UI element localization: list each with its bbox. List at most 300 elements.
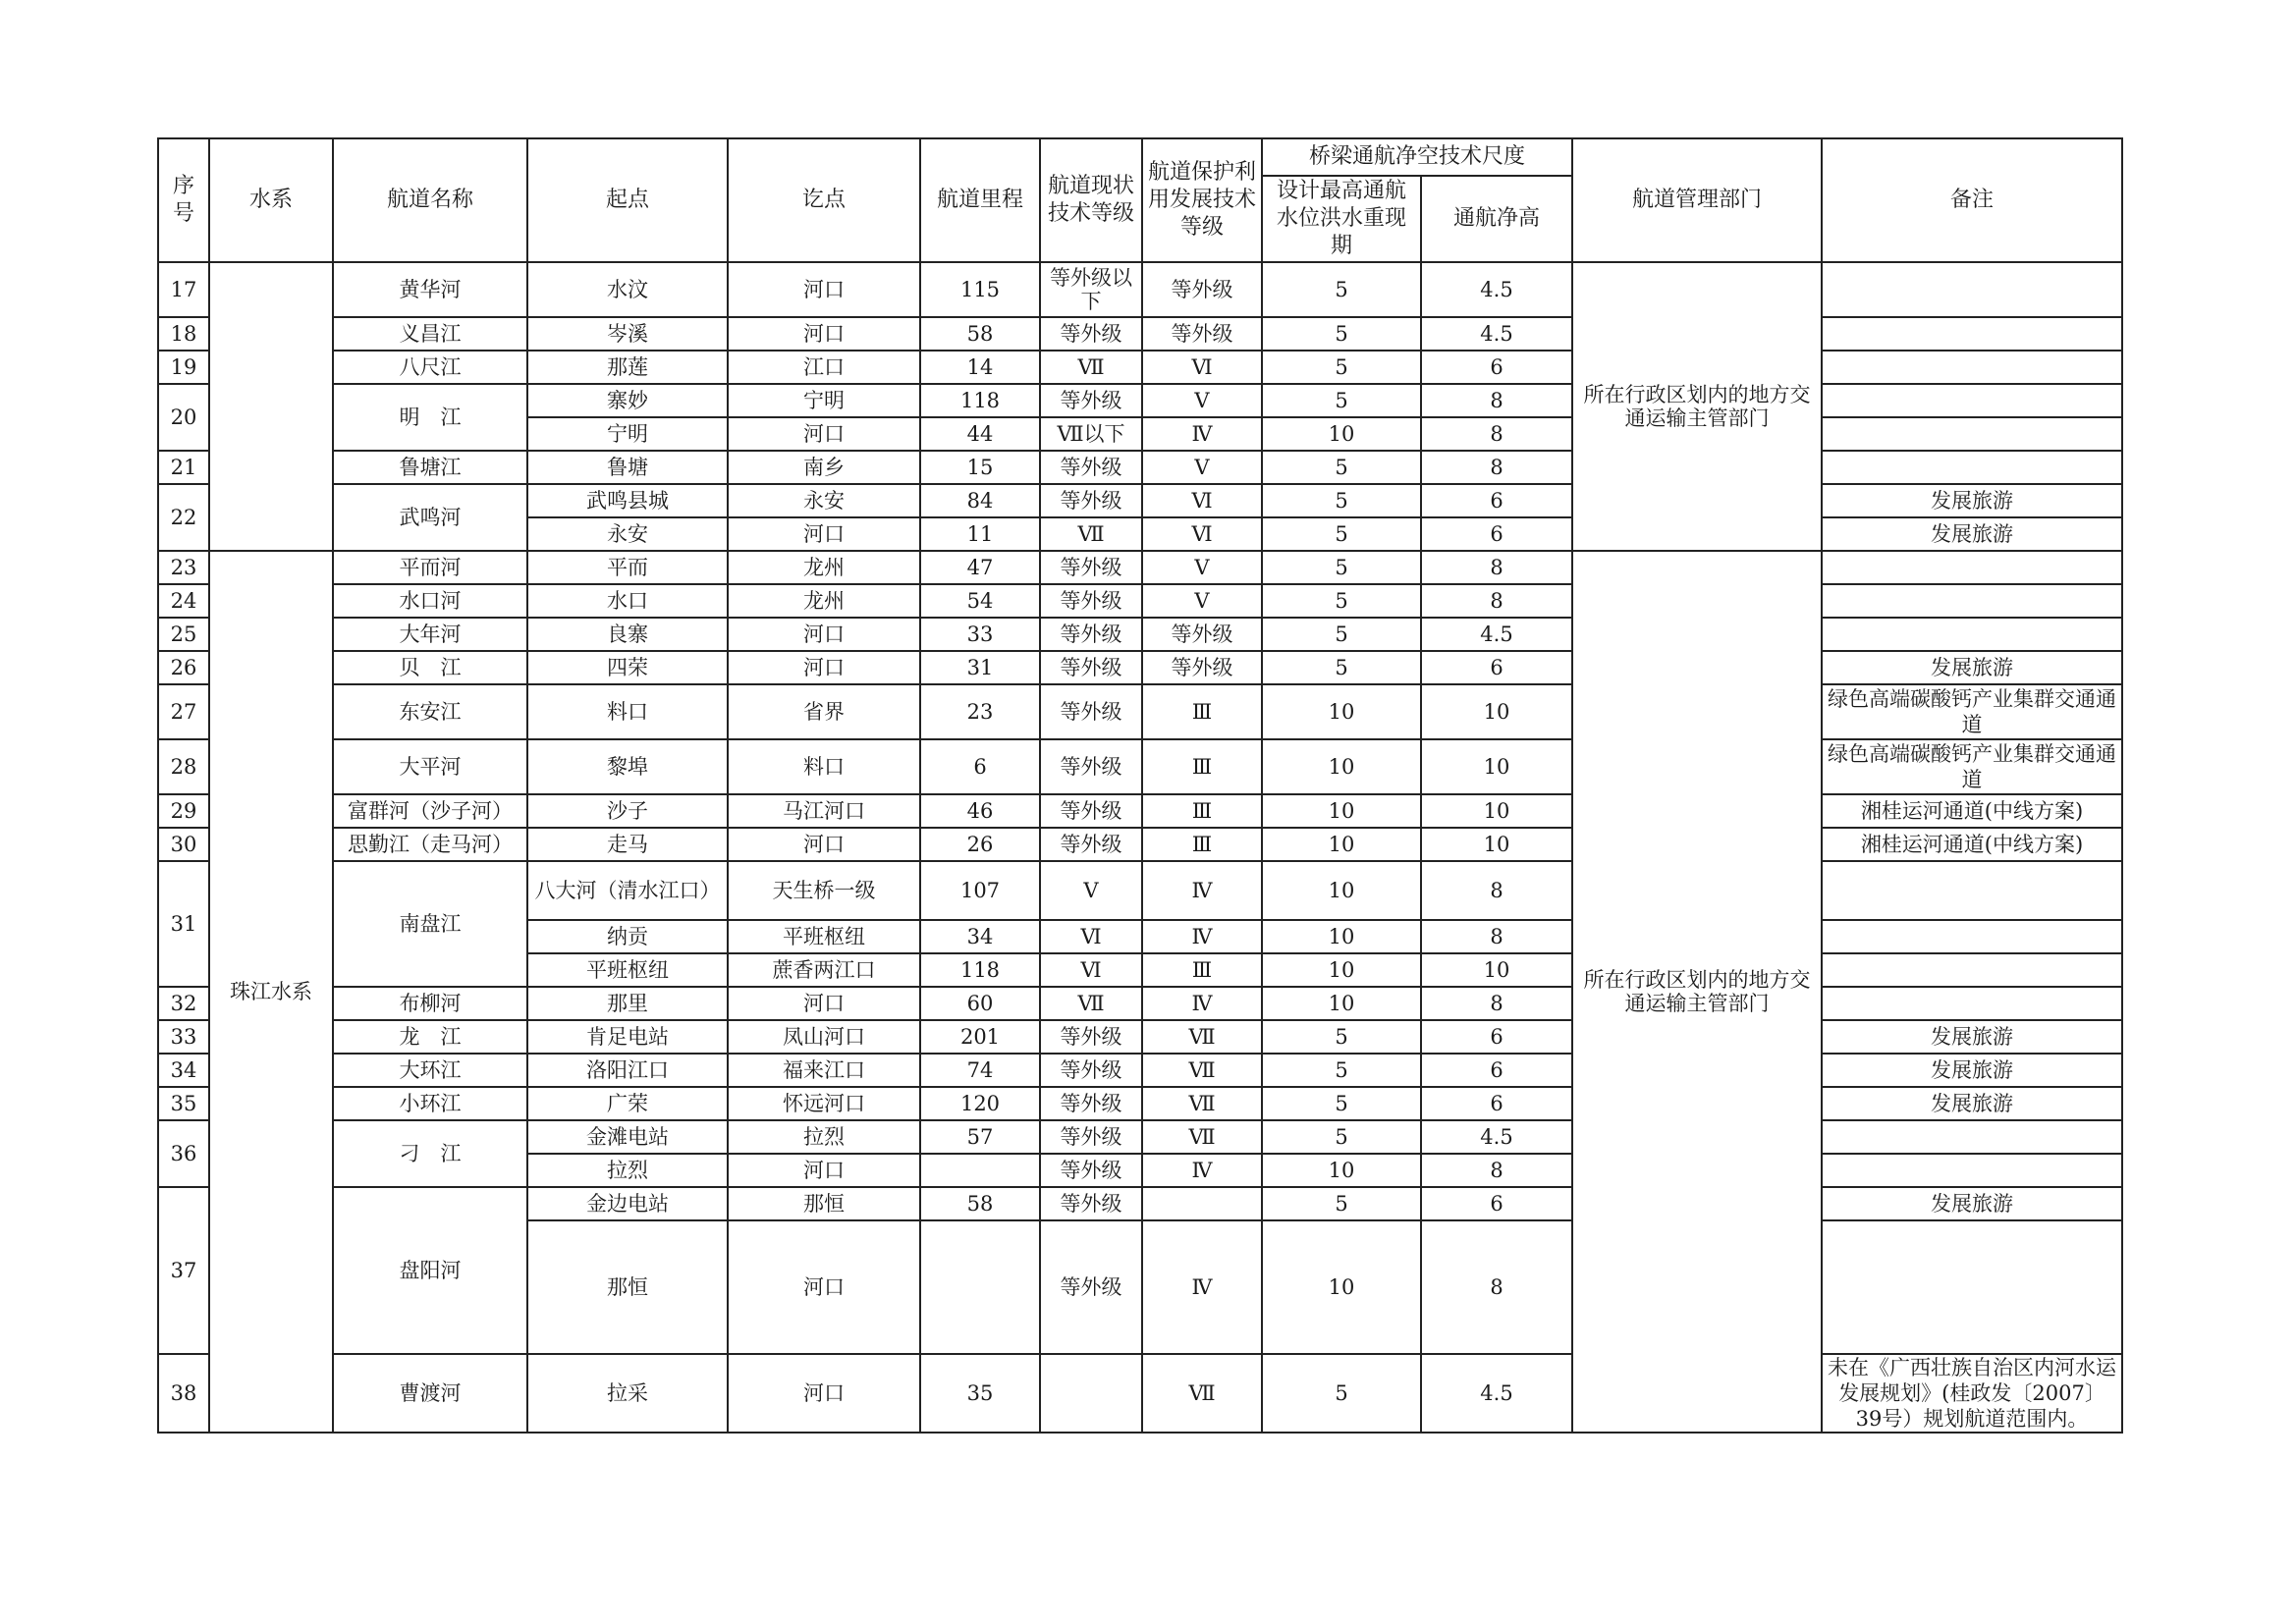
remark-cell: 发展旅游 [1822, 517, 2122, 551]
header-end-point: 讫点 [728, 138, 920, 262]
flood-period-cell: 10 [1262, 861, 1421, 920]
flood-period-cell: 10 [1262, 739, 1421, 794]
remark-cell: 发展旅游 [1822, 1054, 2122, 1087]
table-row [158, 739, 2122, 794]
seq-cell: 30 [158, 828, 209, 861]
table-row [158, 861, 2122, 920]
remark-cell [1822, 551, 2122, 584]
table-row [158, 1087, 2122, 1120]
table-row [158, 484, 2122, 517]
end-point-cell: 河口 [728, 987, 920, 1020]
planned-grade-cell: Ⅵ [1142, 351, 1262, 384]
start-point-cell: 寨妙 [527, 384, 728, 417]
planned-grade-cell: Ⅳ [1142, 861, 1262, 920]
remark-cell [1822, 920, 2122, 953]
remark-cell: 发展旅游 [1822, 484, 2122, 517]
clear-height-cell: 6 [1421, 1054, 1572, 1087]
header-clear-height: 通航净高 [1421, 176, 1572, 262]
remark-cell [1822, 1220, 2122, 1354]
planned-grade-cell: Ⅲ [1142, 794, 1262, 828]
current-grade-cell: Ⅵ [1040, 920, 1142, 953]
start-point-cell: 良寨 [527, 618, 728, 651]
current-grade-cell: 等外级 [1040, 1087, 1142, 1120]
clear-height-cell: 6 [1421, 1020, 1572, 1054]
seq-cell: 28 [158, 739, 209, 794]
mileage-cell [920, 1154, 1040, 1187]
mileage-cell: 47 [920, 551, 1040, 584]
clear-height-cell: 4.5 [1421, 1120, 1572, 1154]
flood-period-cell: 5 [1262, 1120, 1421, 1154]
clear-height-cell: 8 [1421, 1220, 1572, 1354]
start-point-cell: 岑溪 [527, 317, 728, 351]
flood-period-cell: 5 [1262, 484, 1421, 517]
channel-name-cell: 贝 江 [333, 651, 527, 684]
channel-name-cell: 南盘江 [333, 861, 527, 987]
remark-cell: 未在《广西壮族自治区内河水运发展规划》(桂政发〔2007〕39号）规划航道范围内。 [1822, 1354, 2122, 1433]
end-point-cell: 龙州 [728, 584, 920, 618]
start-point-cell: 纳贡 [527, 920, 728, 953]
clear-height-cell: 8 [1421, 1154, 1572, 1187]
start-point-cell: 金边电站 [527, 1187, 728, 1220]
mileage-cell: 57 [920, 1120, 1040, 1154]
table-row [158, 584, 2122, 618]
current-grade-cell: 等外级 [1040, 828, 1142, 861]
planned-grade-cell: Ⅴ [1142, 584, 1262, 618]
current-grade-cell: 等外级 [1040, 1054, 1142, 1087]
flood-period-cell: 10 [1262, 953, 1421, 987]
flood-period-cell: 5 [1262, 351, 1421, 384]
clear-height-cell: 8 [1421, 384, 1572, 417]
mileage-cell: 84 [920, 484, 1040, 517]
planned-grade-cell: Ⅳ [1142, 1220, 1262, 1354]
seq-cell: 37 [158, 1187, 209, 1354]
remark-cell: 发展旅游 [1822, 1020, 2122, 1054]
table-header [158, 138, 2122, 262]
flood-period-cell: 10 [1262, 684, 1421, 739]
channel-name-cell: 龙 江 [333, 1020, 527, 1054]
current-grade-cell: 等外级 [1040, 1120, 1142, 1154]
planned-grade-cell: Ⅶ [1142, 1087, 1262, 1120]
start-point-cell: 那里 [527, 987, 728, 1020]
end-point-cell: 河口 [728, 417, 920, 451]
header-channel-name: 航道名称 [333, 138, 527, 262]
planned-grade-cell: 等外级 [1142, 262, 1262, 317]
table-row [158, 384, 2122, 417]
current-grade-cell: Ⅶ [1040, 351, 1142, 384]
mileage-cell: 34 [920, 920, 1040, 953]
channel-name-cell: 黄华河 [333, 262, 527, 317]
planned-grade-cell: Ⅲ [1142, 684, 1262, 739]
clear-height-cell: 10 [1421, 739, 1572, 794]
flood-period-cell: 5 [1262, 1354, 1421, 1433]
end-point-cell: 天生桥一级 [728, 861, 920, 920]
mileage-cell: 120 [920, 1087, 1040, 1120]
current-grade-cell: 等外级 [1040, 551, 1142, 584]
seq-cell: 25 [158, 618, 209, 651]
header-remark: 备注 [1822, 138, 2122, 262]
clear-height-cell: 6 [1421, 651, 1572, 684]
clear-height-cell: 10 [1421, 684, 1572, 739]
mileage-cell: 46 [920, 794, 1040, 828]
clear-height-cell: 4.5 [1421, 1354, 1572, 1433]
remark-cell [1822, 584, 2122, 618]
management-department-cell: 所在行政区划内的地方交通运输主管部门 [1572, 551, 1822, 1433]
flood-period-cell: 5 [1262, 651, 1421, 684]
table-row [158, 551, 2122, 584]
current-grade-cell: 等外级 [1040, 1220, 1142, 1354]
table-row [158, 351, 2122, 384]
end-point-cell: 料口 [728, 739, 920, 794]
channel-name-cell: 鲁塘江 [333, 451, 527, 484]
remark-cell: 绿色高端碳酸钙产业集群交通通道 [1822, 684, 2122, 739]
remark-cell: 发展旅游 [1822, 651, 2122, 684]
remark-cell [1822, 417, 2122, 451]
end-point-cell: 平班枢纽 [728, 920, 920, 953]
channel-name-cell: 武鸣河 [333, 484, 527, 551]
flood-period-cell: 5 [1262, 317, 1421, 351]
mileage-cell: 54 [920, 584, 1040, 618]
planned-grade-cell: Ⅵ [1142, 484, 1262, 517]
clear-height-cell: 8 [1421, 551, 1572, 584]
seq-cell: 26 [158, 651, 209, 684]
planned-grade-cell: Ⅳ [1142, 987, 1262, 1020]
remark-cell [1822, 1154, 2122, 1187]
mileage-cell: 35 [920, 1354, 1040, 1433]
start-point-cell: 金滩电站 [527, 1120, 728, 1154]
clear-height-cell: 8 [1421, 987, 1572, 1020]
seq-cell: 36 [158, 1120, 209, 1187]
current-grade-cell: Ⅶ [1040, 987, 1142, 1020]
header-mileage: 航道里程 [920, 138, 1040, 262]
channel-name-cell: 盘阳河 [333, 1187, 527, 1354]
remark-cell: 发展旅游 [1822, 1187, 2122, 1220]
mileage-cell: 115 [920, 262, 1040, 317]
header-planned-grade: 航道保护利用发展技术等级 [1142, 138, 1262, 262]
end-point-cell: 河口 [728, 618, 920, 651]
seq-cell: 38 [158, 1354, 209, 1433]
table-row [158, 618, 2122, 651]
mileage-cell: 58 [920, 1187, 1040, 1220]
end-point-cell: 河口 [728, 1154, 920, 1187]
start-point-cell: 永安 [527, 517, 728, 551]
seq-cell: 23 [158, 551, 209, 584]
start-point-cell: 平班枢纽 [527, 953, 728, 987]
planned-grade-cell: Ⅴ [1142, 551, 1262, 584]
flood-period-cell: 5 [1262, 1020, 1421, 1054]
remark-cell: 发展旅游 [1822, 1087, 2122, 1120]
header-bridge-clearance-group: 桥梁通航净空技术尺度 [1262, 138, 1572, 176]
table-row [158, 1354, 2122, 1433]
flood-period-cell: 10 [1262, 1154, 1421, 1187]
current-grade-cell: 等外级 [1040, 618, 1142, 651]
seq-cell: 18 [158, 317, 209, 351]
current-grade-cell: 等外级 [1040, 1187, 1142, 1220]
channel-name-cell: 八尺江 [333, 351, 527, 384]
channel-table-sheet [157, 137, 2121, 1434]
planned-grade-cell: Ⅶ [1142, 1120, 1262, 1154]
mileage-cell: 201 [920, 1020, 1040, 1054]
remark-cell [1822, 618, 2122, 651]
current-grade-cell: 等外级 [1040, 739, 1142, 794]
flood-period-cell: 5 [1262, 584, 1421, 618]
end-point-cell: 河口 [728, 317, 920, 351]
start-point-cell: 八大河（清水江口） [527, 861, 728, 920]
channel-name-cell: 大环江 [333, 1054, 527, 1087]
end-point-cell: 拉烈 [728, 1120, 920, 1154]
remark-cell [1822, 317, 2122, 351]
seq-cell: 24 [158, 584, 209, 618]
mileage-cell: 15 [920, 451, 1040, 484]
seq-cell: 21 [158, 451, 209, 484]
seq-cell: 20 [158, 384, 209, 451]
current-grade-cell: Ⅶ以下 [1040, 417, 1142, 451]
start-point-cell: 那莲 [527, 351, 728, 384]
start-point-cell: 水汶 [527, 262, 728, 317]
end-point-cell: 永安 [728, 484, 920, 517]
planned-grade-cell: Ⅳ [1142, 920, 1262, 953]
flood-period-cell: 10 [1262, 920, 1421, 953]
flood-period-cell: 10 [1262, 417, 1421, 451]
clear-height-cell: 8 [1421, 451, 1572, 484]
current-grade-cell: 等外级 [1040, 451, 1142, 484]
clear-height-cell: 6 [1421, 484, 1572, 517]
table-row [158, 451, 2122, 484]
current-grade-cell: 等外级 [1040, 584, 1142, 618]
remark-cell [1822, 351, 2122, 384]
seq-cell: 34 [158, 1054, 209, 1087]
header-start-point: 起点 [527, 138, 728, 262]
start-point-cell: 广荣 [527, 1087, 728, 1120]
channel-name-cell: 大平河 [333, 739, 527, 794]
planned-grade-cell: 等外级 [1142, 651, 1262, 684]
start-point-cell: 拉烈 [527, 1154, 728, 1187]
table-row [158, 794, 2122, 828]
mileage-cell: 6 [920, 739, 1040, 794]
remark-cell [1822, 1120, 2122, 1154]
flood-period-cell: 10 [1262, 1220, 1421, 1354]
remark-cell: 湘桂运河通道(中线方案) [1822, 794, 2122, 828]
remark-cell: 湘桂运河通道(中线方案) [1822, 828, 2122, 861]
mileage-cell: 74 [920, 1054, 1040, 1087]
mileage-cell: 23 [920, 684, 1040, 739]
header-management-department: 航道管理部门 [1572, 138, 1822, 262]
flood-period-cell: 5 [1262, 1054, 1421, 1087]
clear-height-cell: 10 [1421, 794, 1572, 828]
mileage-cell: 14 [920, 351, 1040, 384]
channel-name-cell: 明 江 [333, 384, 527, 451]
waterway-table [157, 137, 2123, 1434]
mileage-cell: 31 [920, 651, 1040, 684]
start-point-cell: 水口 [527, 584, 728, 618]
start-point-cell: 走马 [527, 828, 728, 861]
end-point-cell: 江口 [728, 351, 920, 384]
table-row [158, 987, 2122, 1020]
seq-cell: 32 [158, 987, 209, 1020]
channel-name-cell: 富群河（沙子河） [333, 794, 527, 828]
end-point-cell: 福来江口 [728, 1054, 920, 1087]
flood-period-cell: 5 [1262, 551, 1421, 584]
current-grade-cell: 等外级 [1040, 651, 1142, 684]
planned-grade-cell: Ⅵ [1142, 517, 1262, 551]
current-grade-cell: 等外级 [1040, 794, 1142, 828]
seq-cell: 19 [158, 351, 209, 384]
channel-name-cell: 东安江 [333, 684, 527, 739]
header-water-system: 水系 [209, 138, 333, 262]
end-point-cell: 河口 [728, 262, 920, 317]
seq-cell: 31 [158, 861, 209, 987]
table-row [158, 684, 2122, 739]
end-point-cell: 河口 [728, 1220, 920, 1354]
mileage-cell: 44 [920, 417, 1040, 451]
start-point-cell: 那恒 [527, 1220, 728, 1354]
flood-period-cell: 5 [1262, 451, 1421, 484]
table-row [158, 651, 2122, 684]
clear-height-cell: 10 [1421, 953, 1572, 987]
channel-name-cell: 曹渡河 [333, 1354, 527, 1433]
table-row [158, 317, 2122, 351]
remark-cell [1822, 262, 2122, 317]
flood-period-cell: 5 [1262, 262, 1421, 317]
channel-name-cell: 大年河 [333, 618, 527, 651]
header-seq: 序号 [158, 138, 209, 262]
end-point-cell: 凤山河口 [728, 1020, 920, 1054]
clear-height-cell: 8 [1421, 417, 1572, 451]
start-point-cell: 宁明 [527, 417, 728, 451]
mileage-cell: 58 [920, 317, 1040, 351]
water-system-cell: 珠江水系 [209, 551, 333, 1433]
channel-name-cell: 刁 江 [333, 1120, 527, 1187]
remark-cell [1822, 451, 2122, 484]
current-grade-cell: 等外级 [1040, 317, 1142, 351]
table-row [158, 262, 2122, 317]
mileage-cell: 60 [920, 987, 1040, 1020]
mileage-cell: 118 [920, 953, 1040, 987]
planned-grade-cell: Ⅴ [1142, 384, 1262, 417]
planned-grade-cell: Ⅳ [1142, 417, 1262, 451]
planned-grade-cell: Ⅳ [1142, 1154, 1262, 1187]
start-point-cell: 拉采 [527, 1354, 728, 1433]
end-point-cell: 南乡 [728, 451, 920, 484]
current-grade-cell [1040, 1354, 1142, 1433]
flood-period-cell: 5 [1262, 618, 1421, 651]
clear-height-cell: 8 [1421, 920, 1572, 953]
current-grade-cell: Ⅶ [1040, 517, 1142, 551]
flood-period-cell: 5 [1262, 517, 1421, 551]
header-flood-return-period: 设计最高通航水位洪水重现期 [1262, 176, 1421, 262]
planned-grade-cell: 等外级 [1142, 317, 1262, 351]
end-point-cell: 怀远河口 [728, 1087, 920, 1120]
end-point-cell: 省界 [728, 684, 920, 739]
current-grade-cell: Ⅵ [1040, 953, 1142, 987]
planned-grade-cell: Ⅲ [1142, 739, 1262, 794]
remark-cell [1822, 384, 2122, 417]
end-point-cell: 河口 [728, 651, 920, 684]
remark-cell [1822, 987, 2122, 1020]
start-point-cell: 沙子 [527, 794, 728, 828]
channel-name-cell: 水口河 [333, 584, 527, 618]
water-system-cell [209, 262, 333, 551]
end-point-cell: 蔗香两江口 [728, 953, 920, 987]
current-grade-cell: 等外级 [1040, 1154, 1142, 1187]
current-grade-cell: 等外级 [1040, 684, 1142, 739]
planned-grade-cell: Ⅲ [1142, 953, 1262, 987]
flood-period-cell: 5 [1262, 1187, 1421, 1220]
clear-height-cell: 8 [1421, 584, 1572, 618]
planned-grade-cell: Ⅶ [1142, 1054, 1262, 1087]
clear-height-cell: 8 [1421, 861, 1572, 920]
channel-name-cell: 布柳河 [333, 987, 527, 1020]
start-point-cell: 料口 [527, 684, 728, 739]
table-body [158, 262, 2122, 1433]
planned-grade-cell [1142, 1187, 1262, 1220]
clear-height-cell: 6 [1421, 1187, 1572, 1220]
clear-height-cell: 4.5 [1421, 618, 1572, 651]
mileage-cell [920, 1220, 1040, 1354]
table-row [158, 1020, 2122, 1054]
end-point-cell: 河口 [728, 517, 920, 551]
table-row [158, 1054, 2122, 1087]
table-row [158, 1120, 2122, 1154]
remark-cell [1822, 953, 2122, 987]
planned-grade-cell: Ⅲ [1142, 828, 1262, 861]
clear-height-cell: 10 [1421, 828, 1572, 861]
clear-height-cell: 4.5 [1421, 262, 1572, 317]
clear-height-cell: 6 [1421, 1087, 1572, 1120]
current-grade-cell: 等外级 [1040, 1020, 1142, 1054]
channel-name-cell: 小环江 [333, 1087, 527, 1120]
flood-period-cell: 5 [1262, 1087, 1421, 1120]
remark-cell [1822, 861, 2122, 920]
clear-height-cell: 6 [1421, 351, 1572, 384]
mileage-cell: 33 [920, 618, 1040, 651]
remark-cell: 绿色高端碳酸钙产业集群交通通道 [1822, 739, 2122, 794]
mileage-cell: 11 [920, 517, 1040, 551]
table-row [158, 828, 2122, 861]
end-point-cell: 河口 [728, 1354, 920, 1433]
table-row [158, 1187, 2122, 1220]
seq-cell: 33 [158, 1020, 209, 1054]
flood-period-cell: 10 [1262, 794, 1421, 828]
seq-cell: 27 [158, 684, 209, 739]
start-point-cell: 武鸣县城 [527, 484, 728, 517]
end-point-cell: 宁明 [728, 384, 920, 417]
seq-cell: 29 [158, 794, 209, 828]
mileage-cell: 118 [920, 384, 1040, 417]
end-point-cell: 马江河口 [728, 794, 920, 828]
planned-grade-cell: Ⅶ [1142, 1020, 1262, 1054]
start-point-cell: 洛阳江口 [527, 1054, 728, 1087]
seq-cell: 35 [158, 1087, 209, 1120]
planned-grade-cell: Ⅴ [1142, 451, 1262, 484]
seq-cell: 22 [158, 484, 209, 551]
mileage-cell: 26 [920, 828, 1040, 861]
start-point-cell: 四荣 [527, 651, 728, 684]
flood-period-cell: 5 [1262, 384, 1421, 417]
current-grade-cell: 等外级 [1040, 384, 1142, 417]
mileage-cell: 107 [920, 861, 1040, 920]
end-point-cell: 那恒 [728, 1187, 920, 1220]
planned-grade-cell: 等外级 [1142, 618, 1262, 651]
seq-cell: 17 [158, 262, 209, 317]
current-grade-cell: 等外级 [1040, 484, 1142, 517]
end-point-cell: 河口 [728, 828, 920, 861]
flood-period-cell: 10 [1262, 987, 1421, 1020]
end-point-cell: 龙州 [728, 551, 920, 584]
planned-grade-cell: Ⅶ [1142, 1354, 1262, 1433]
header-current-grade: 航道现状技术等级 [1040, 138, 1142, 262]
start-point-cell: 黎埠 [527, 739, 728, 794]
start-point-cell: 肯足电站 [527, 1020, 728, 1054]
